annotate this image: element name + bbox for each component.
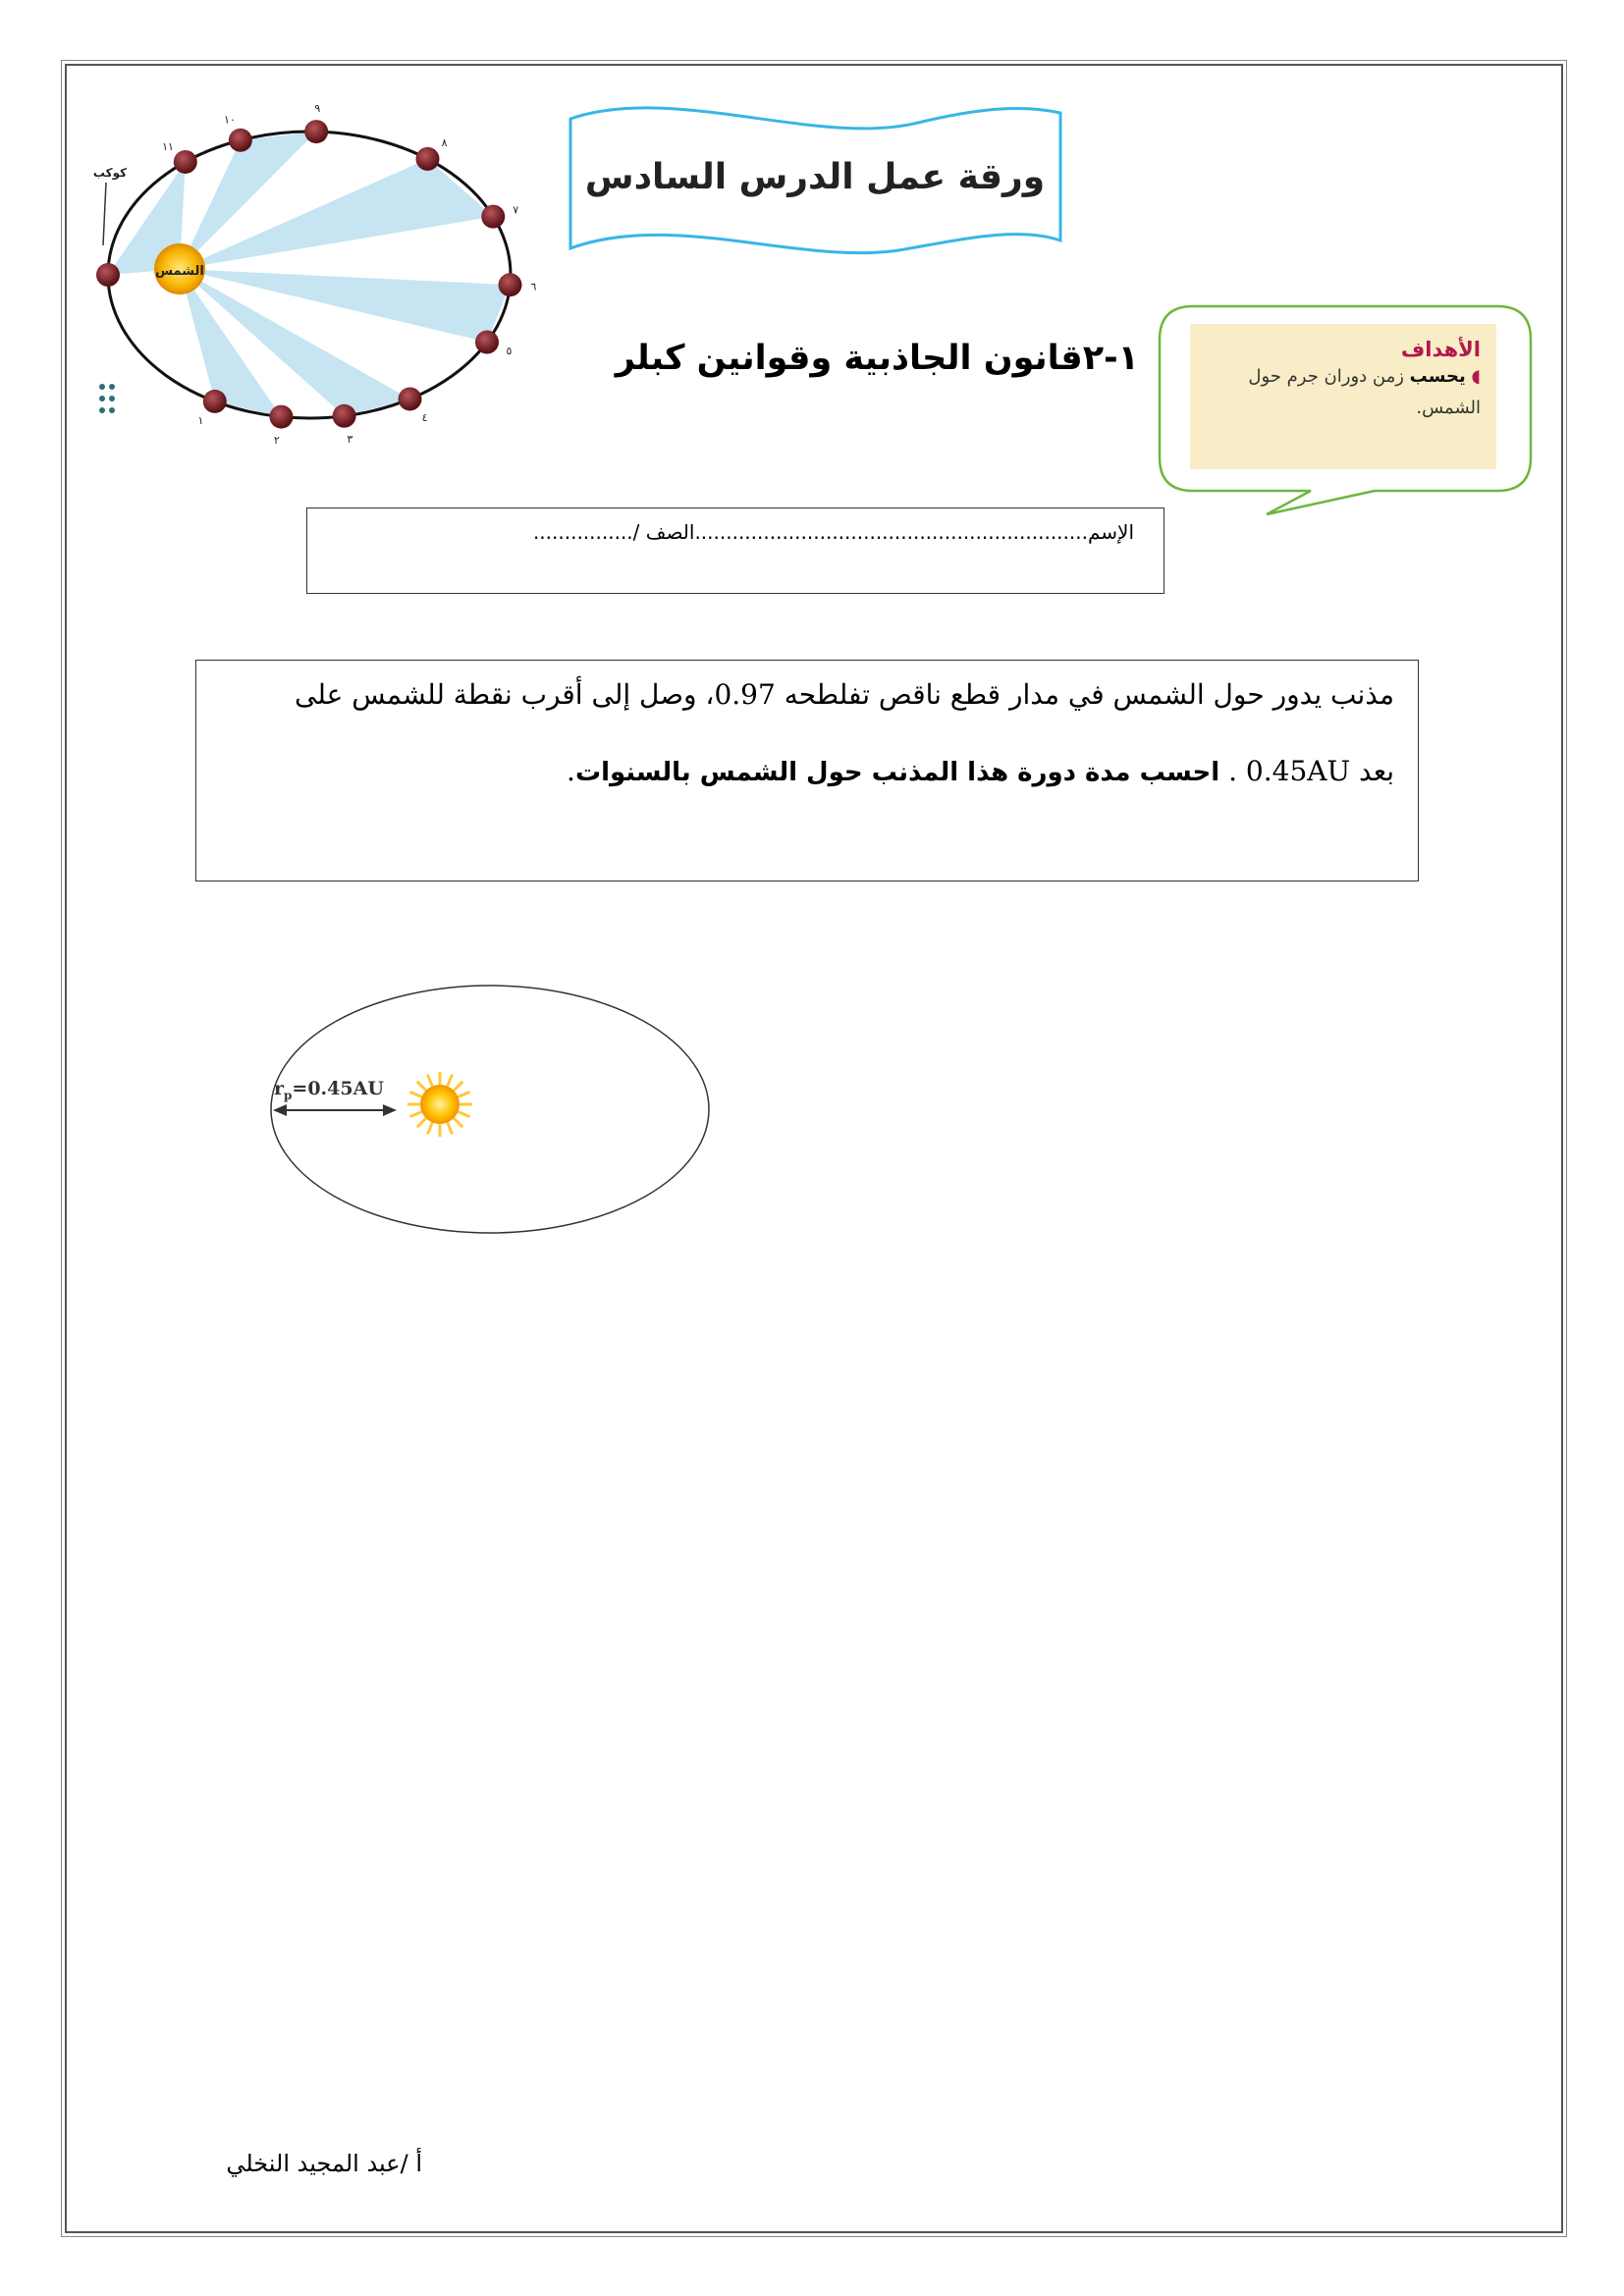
- page-title: ورقة عمل الدرس السادس: [584, 157, 1046, 197]
- question-task: احسب مدة دورة هذا المذنب حول الشمس بالسنوات: [574, 758, 1220, 787]
- objectives-heading: الأهداف: [1400, 338, 1481, 361]
- question-box: [195, 660, 1419, 881]
- sun-ray: [427, 1122, 432, 1134]
- kepler-planet: [415, 147, 439, 171]
- question-line-1: مذنب يدور حول الشمس في مدار قطع ناقص تفلطحه 0.97، وصل إلى أقرب نقطة للشمس على: [294, 678, 1394, 711]
- comet-orbit-diagram: [265, 977, 727, 1252]
- kepler-position-number: ١: [197, 414, 204, 428]
- comet-sun: [420, 1085, 460, 1124]
- sun-ray: [454, 1082, 462, 1091]
- kepler-position-number: ١٠: [224, 113, 236, 127]
- kepler-area-diagram: [88, 98, 537, 452]
- kepler-position-number: ٩: [314, 102, 321, 116]
- kepler-position-number: ١١: [162, 139, 174, 153]
- sun-ray: [410, 1092, 422, 1096]
- sun-ray: [458, 1092, 469, 1096]
- kepler-planet: [475, 331, 499, 354]
- bullet-icon: ◖: [1465, 366, 1481, 387]
- kepler-position-number: ٥: [506, 345, 513, 358]
- perihelion-symbol: r: [274, 1078, 285, 1099]
- perihelion-label: [274, 1078, 384, 1102]
- perihelion-subscript: p: [284, 1088, 293, 1102]
- objective-body: زمن دوران جرم حول الشمس.: [1248, 366, 1481, 418]
- question-punct: .: [567, 755, 575, 787]
- sun-ray: [410, 1112, 422, 1117]
- sun-ray: [448, 1122, 453, 1134]
- student-info-line: الإسم...............................................................الصف /................: [532, 520, 1134, 544]
- student-info-box: [306, 507, 1164, 594]
- kepler-planet: [304, 120, 328, 143]
- dots-icon: [99, 384, 115, 413]
- question-given: بعد 0.45AU .: [1228, 755, 1394, 787]
- kepler-planet: [203, 390, 227, 413]
- kepler-planet: [481, 205, 505, 229]
- kepler-position-number: ٣: [347, 433, 353, 447]
- sun-ray: [454, 1118, 462, 1127]
- sun-ray: [458, 1112, 469, 1117]
- author-signature: أ /عبد المجيد النخلي: [226, 2150, 422, 2177]
- kepler-planet: [174, 150, 197, 174]
- kepler-position-number: ٦: [530, 280, 537, 294]
- lesson-title: ١-٢قانون الجاذبية وقوانين كبلر: [615, 339, 1139, 378]
- sun-ray: [417, 1082, 426, 1091]
- kepler-planet: [499, 273, 522, 296]
- objective-verb: يحسب: [1409, 366, 1466, 387]
- objectives-text: [1206, 361, 1481, 424]
- kepler-planet: [229, 129, 252, 152]
- sun-ray: [448, 1075, 453, 1087]
- kepler-position-number: ٢: [273, 434, 280, 448]
- question-line-2: [220, 751, 1394, 793]
- kepler-sun-label: الشمس: [155, 264, 204, 279]
- kepler-position-number: ٤: [421, 411, 428, 425]
- sun-ray: [417, 1118, 426, 1127]
- objectives-panel: [1190, 324, 1496, 469]
- kepler-planet: [333, 404, 356, 428]
- kepler-position-number: ٧: [513, 203, 519, 217]
- kepler-planet-label: كوكب: [92, 166, 128, 180]
- sun-ray: [427, 1075, 432, 1087]
- kepler-planet: [96, 263, 120, 287]
- kepler-planet: [269, 405, 293, 429]
- perihelion-value: =0.45AU: [292, 1078, 384, 1099]
- kepler-position-number: ٨: [441, 136, 448, 150]
- kepler-planet: [399, 387, 422, 410]
